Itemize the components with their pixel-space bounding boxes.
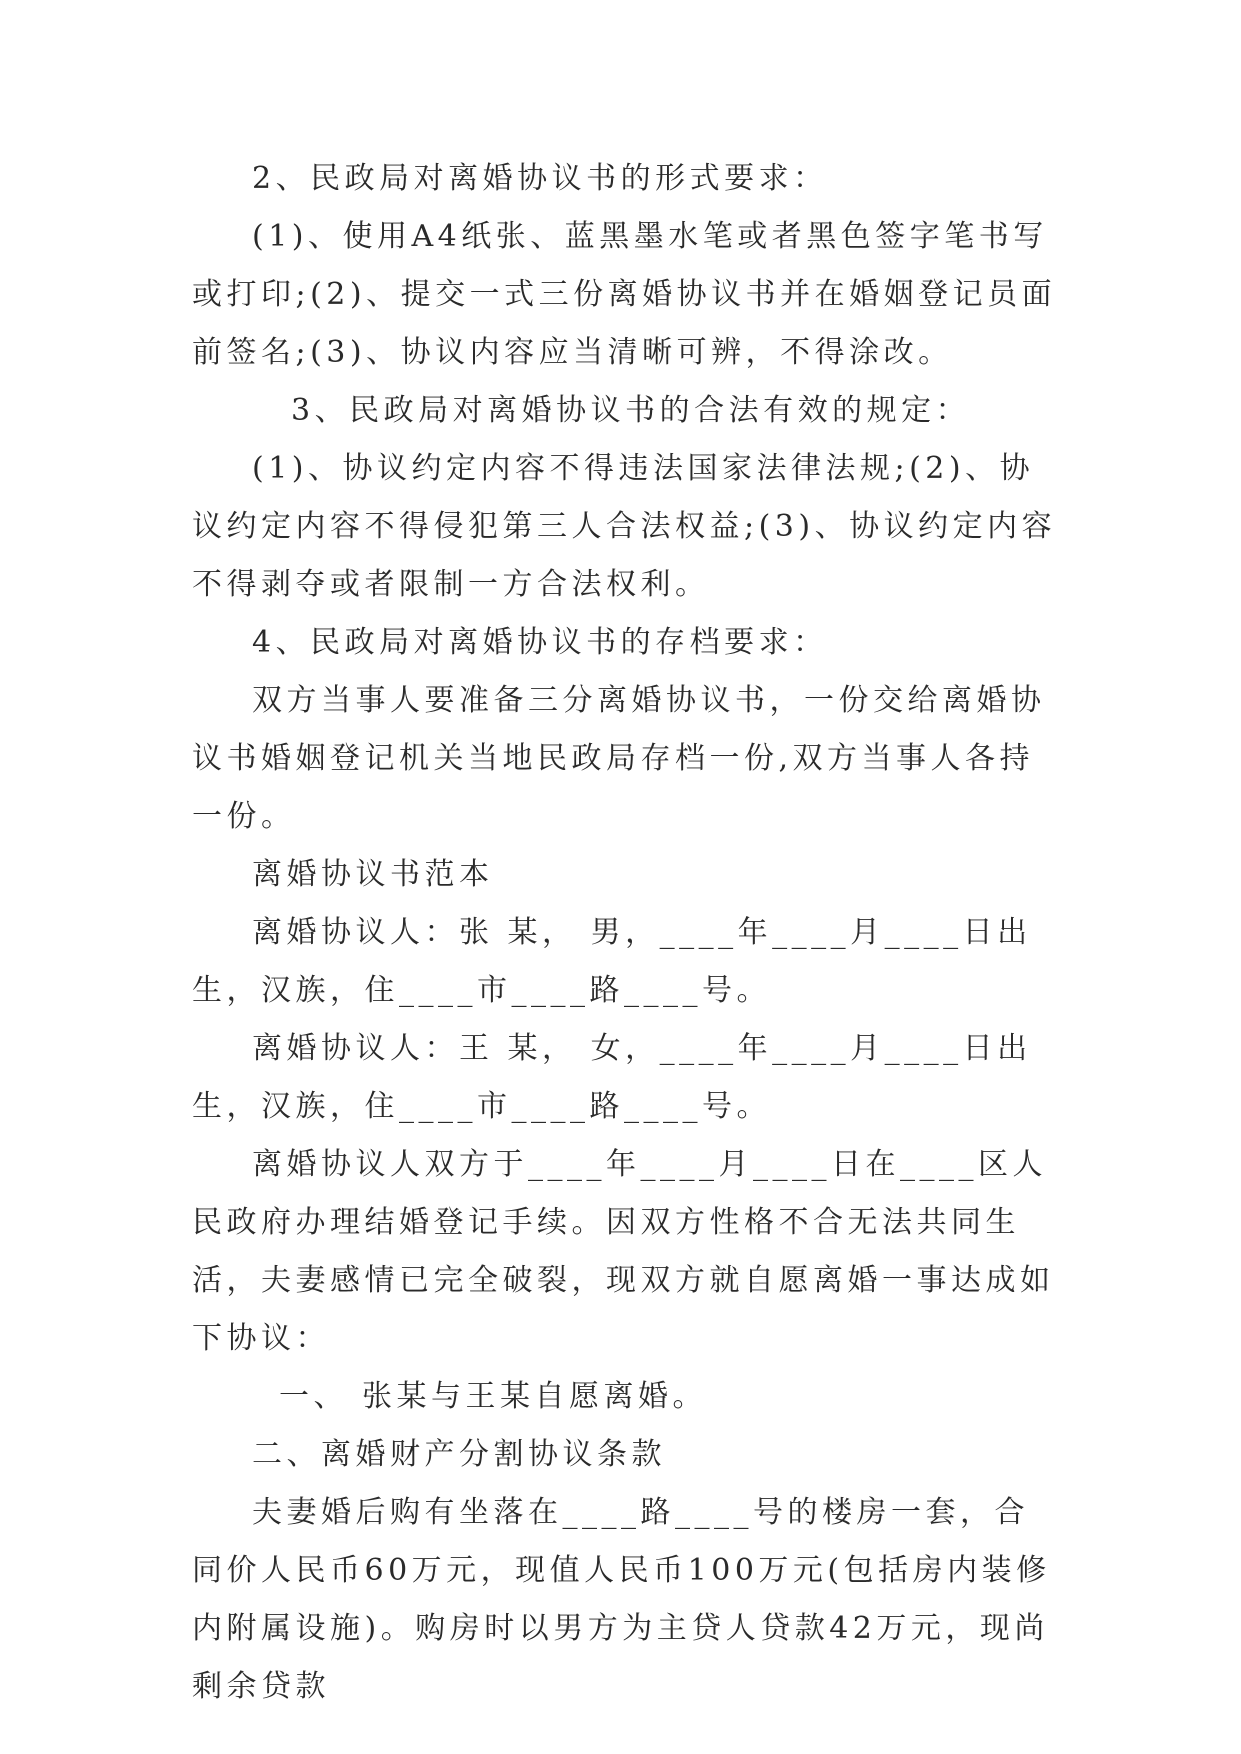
heading-form-requirements: 2、民政局对离婚协议书的形式要求：: [252, 161, 828, 196]
clause-two-heading: 二、离婚财产分割协议条款: [252, 1437, 666, 1472]
agreement-preamble: 离婚协议人双方于____年____月____日在____区人民政府办理结婚登记手续。因双方性格不合无法共同生活，夫妻感情已完全破裂，现双方就自愿离婚一事达成如下协议：: [192, 1147, 1055, 1356]
paragraph-archive-requirements: 双方当事人要准备三分离婚协议书，一份交给离婚协议书婚姻登记机关当地民政局存档一份,双方当事人各持一份。: [192, 683, 1046, 834]
party-male: 离婚协议人：张 某， 男，____年____月____日出生，汉族，住____市____路____号。: [192, 915, 1032, 1008]
heading-legal-validity: 3、民政局对离婚协议书的合法有效的规定：: [291, 393, 971, 428]
heading-archive-requirements: 4、民政局对离婚协议书的存档要求：: [252, 625, 828, 660]
clause-one: 一、 张某与王某自愿离婚。: [279, 1379, 708, 1414]
sample-title: 离婚协议书范本: [252, 857, 494, 892]
clause-two-property: 夫妻婚后购有坐落在____路____号的楼房一套，合同价人民币60万元，现值人民币100万元(包括房内装修内附属设施)。购房时以男方为主贷人贷款42万元，现尚剩余贷款: [192, 1495, 1051, 1704]
paragraph-form-requirements: (1)、使用A4纸张、蓝黑墨水笔或者黑色签字笔书写或打印;(2)、提交一式三份离婚协议书并在婚姻登记员面前签名;(3)、协议内容应当清晰可辨，不得涂改。: [192, 219, 1057, 370]
paragraph-legal-validity: (1)、协议约定内容不得违法国家法律法规;(2)、协议约定内容不得侵犯第三人合法权益;(3)、协议约定内容不得剥夺或者限制一方合法权利。: [192, 451, 1057, 602]
document-body: [192, 150, 1062, 1716]
party-female: 离婚协议人：王 某， 女，____年____月____日出生，汉族，住____市____路____号。: [192, 1031, 1032, 1124]
